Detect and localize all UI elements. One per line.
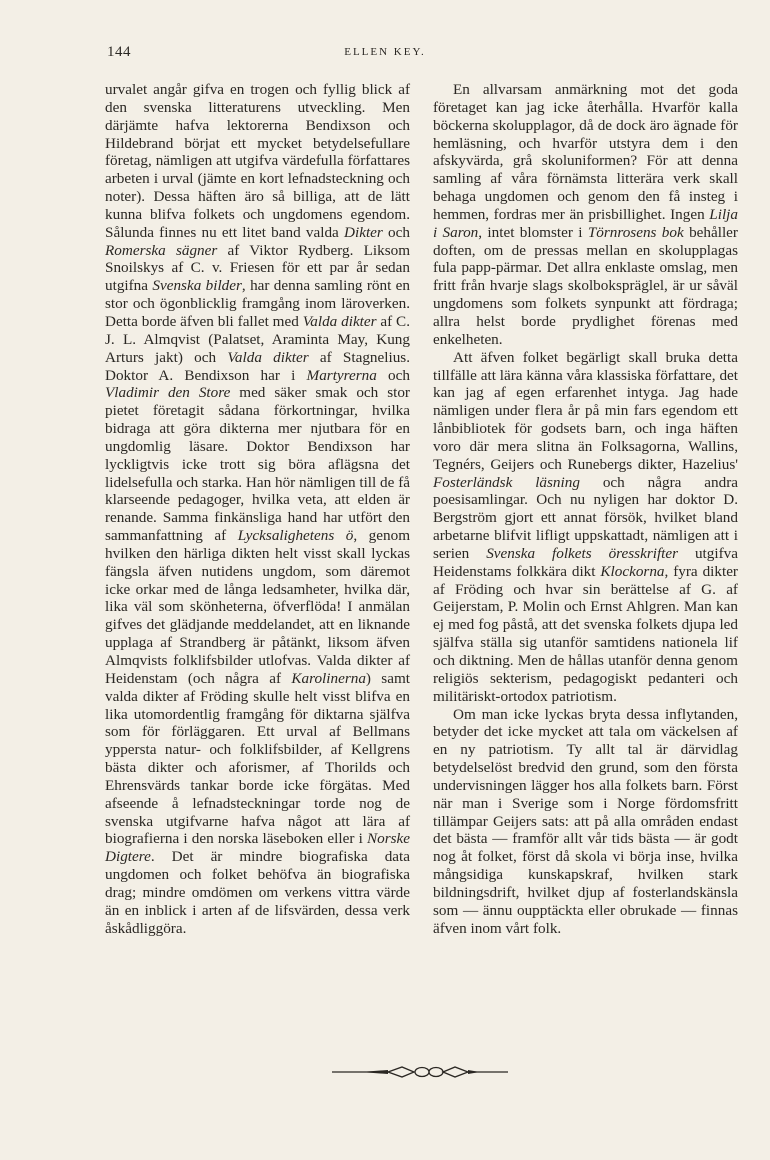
italic-title-text: Romerska sägner xyxy=(105,241,218,259)
body-text: med säker smak och stor pietet företagit sådana förkortningar, hvilka bidraga att göra dikterna mer njutbara för en ungdomlig läsare. Doktor Bendixson har lyckligtvis icke trott sig böra aflägsna det lidelsefulla och starka. Han hör nämligen till de få klarseende pedagoger, hvilka veta, att elden är renande. Samma finkänsliga hand har utfört den sammanfattning af xyxy=(105,384,410,545)
body-text: . Det är mindre biografiska data ungdomen och folket behöfva än biografiska drag; mindre omdömen om verkens vittra värde än en inblick i arten af de lifsvärden, dessa verk åskådliggöra. xyxy=(105,848,410,937)
italic-title-text: Törnrosens bok xyxy=(587,223,684,241)
body-text: och xyxy=(376,366,410,384)
italic-title-text: Dikter xyxy=(344,223,383,241)
body-text: af Stagnelius. Doktor A. Bendixson har i xyxy=(105,348,410,384)
italic-title-text: Lilja i Saron xyxy=(433,205,738,241)
body-text: , genom hvilken den härliga dikten helt visst skall lyckas fängsla äfven nutidens ungdom, som däremot icke orkar med de långa ledsamheter, hvilka där, lika väl som skönheterna, öfverflöda! I anmälan gifves det glädjande meddelandet, att en liknande upplaga af Strandberg är påtänkt, liksom äfven Almqvists folklifsbilder utlofvas. Valda dikter af Heidenstam (och några af xyxy=(105,527,411,687)
body-text: , intet blomster i xyxy=(478,223,588,241)
italic-title-text: Klockorna xyxy=(600,562,665,580)
italic-title-text: Svenska bilder xyxy=(152,277,242,295)
running-title: ELLEN KEY. xyxy=(344,46,426,58)
body-text: , har denna samling rönt en stor och ögonblicklig framgång inom läroverken. Detta borde äfven bli fallet med xyxy=(105,277,410,330)
page-number: 144 xyxy=(107,44,131,60)
body-text: Att äfven folket begärligt skall bruka detta tillfälle att lära känna våra klassiska författare, det kan jag af egen erfarenhet intyga. Jag hade nämligen under flera år på min fars egendom ett lånbibliotek för godsets barn, och inga häften voro där mera slitna än Folksagorna, Wallins, Tegnérs, Geijers och Runebergs dikter, Hazelius' xyxy=(433,348,738,473)
paragraph xyxy=(105,81,410,938)
paragraph xyxy=(433,349,738,706)
body-text: och xyxy=(382,223,410,241)
body-text: af Viktor Rydberg. Liksom Snoilskys af C. v. Friesen för ett par år sedan utgifna xyxy=(105,241,411,295)
body-text: behåller doften, om de pressas mellan en skolupplagas fula papp-pärmar. Det allra enklaste omslag, men fritt från hvarje slags skolbokspräglel, är ur såväl ungdomens som folkets synpunkt att fördraga; allra helst borde prydlighet förenas med enkelheten. xyxy=(433,223,738,348)
paragraph xyxy=(433,81,738,349)
tailpiece-ornament-icon xyxy=(330,1062,510,1082)
left-column xyxy=(105,81,410,938)
body-text: En allvarsam anmärkning mot det goda företaget kan jag icke återhålla. Hvarför kalla böckerna skolupplagor, då de dock äro ägnade för hemläsning, och hvarför utstyra dem i den afskyvärda, grå skoluniformen? För att denna samling af våra förnämsta litterära verk skall behaga ungdomen och genom den få insteg i hemmen, fordras mer än prisbillighet. Ingen xyxy=(433,81,738,223)
body-text: af C. J. L. Almqvist (Palatset, Araminta May, Kung Arturs jakt) och xyxy=(105,312,410,366)
italic-title-text: Karolinerna xyxy=(291,669,366,687)
body-text: och några andra poesisamlingar. Och nu nyligen har doktor D. Bergström gjort ett annat försök, hvilket bland arbetarne blifvit lifligt uppskattadt, nämligen att i serien xyxy=(433,473,739,562)
body-text: ) samt valda dikter af Fröding skulle helt visst blifva en lika utomordentlig framgång för diktarna själfva som för förläggaren. Ett urval af Bellmans yppersta natur- och folklifsbilder, af Kellgrens bästa dikter och aforismer, af Thorilds och Ehrensvärds tankar borde icke förgätas. Med afseende å lefnadsteckningar torde nog de svenska utgifvarne hafva något att lära af biografierna i den norska läseboken eller i xyxy=(105,669,410,848)
italic-title-text: Valda dikter xyxy=(227,348,309,366)
italic-title-text: Svenska folkets öresskrifter xyxy=(486,544,679,562)
body-text: Om man icke lyckas bryta dessa inflytanden, betyder det icke mycket att tala om väckelsen af en ny patriotism. Ty allt tal är därvidlag betydelselöst bredvid den grund, som den första undervisningen lägger hos alla folkets barn. Först när man i Sverige som i Norge fördomsfritt tillämpar Geijers sats: att på alla områden endast det bästa — framför allt vår tids bästa — är godt nog åt folket, först då skola vi börja inse, hvilka mångsidiga kunskapskraf, hvilken stark bildningsdrift, hvilket djup af fosterlandskänsla som — ännu oupptäckta eller obrukade — finnas äfven inom vårt folk. xyxy=(433,705,738,937)
paragraph xyxy=(433,706,738,938)
body-text: utgifva Heidenstams folkkära dikt xyxy=(433,544,738,580)
italic-title-text: Fosterländsk läsning xyxy=(433,473,580,491)
body-text: urvalet angår gifva en trogen och fyllig blick af den svenska litteraturens utveckling. Men därjämte hafva lektorerna Bendixson och Hildebrand börjat ett mycket betydelsefullare företag, nämligen att utgifva värdefulla författares arbeten i urval (jämte en kort lefnadsteckning och noter). Dessa häften äro så billiga, att de lätt kunna blifva folkets och ungdomens egendom. Sålunda finnes nu ett litet band valda xyxy=(105,81,410,241)
right-column xyxy=(433,81,738,938)
body-text: , fyra dikter af Fröding och hvar sin berättelse af G. af Geijerstam, P. Molin och Ernst Ahlgren. Man kan ej med fog påstå, att det svenska folkets djupa led själfva ställa sig utanför samtidens nationela lif och diktning. Men de hållas utanför denna genom religiös sekterism, pedagogiskt pedanteri och militäriskt-ortodox patriotism. xyxy=(433,562,738,705)
italic-title-text: Norske Digtere xyxy=(105,830,410,866)
italic-title-text: Vladimir den Store xyxy=(105,384,231,402)
italic-title-text: Lycksalighetens ö xyxy=(237,527,354,545)
italic-title-text: Martyrerna xyxy=(306,366,377,384)
italic-title-text: Valda dikter xyxy=(302,312,377,330)
